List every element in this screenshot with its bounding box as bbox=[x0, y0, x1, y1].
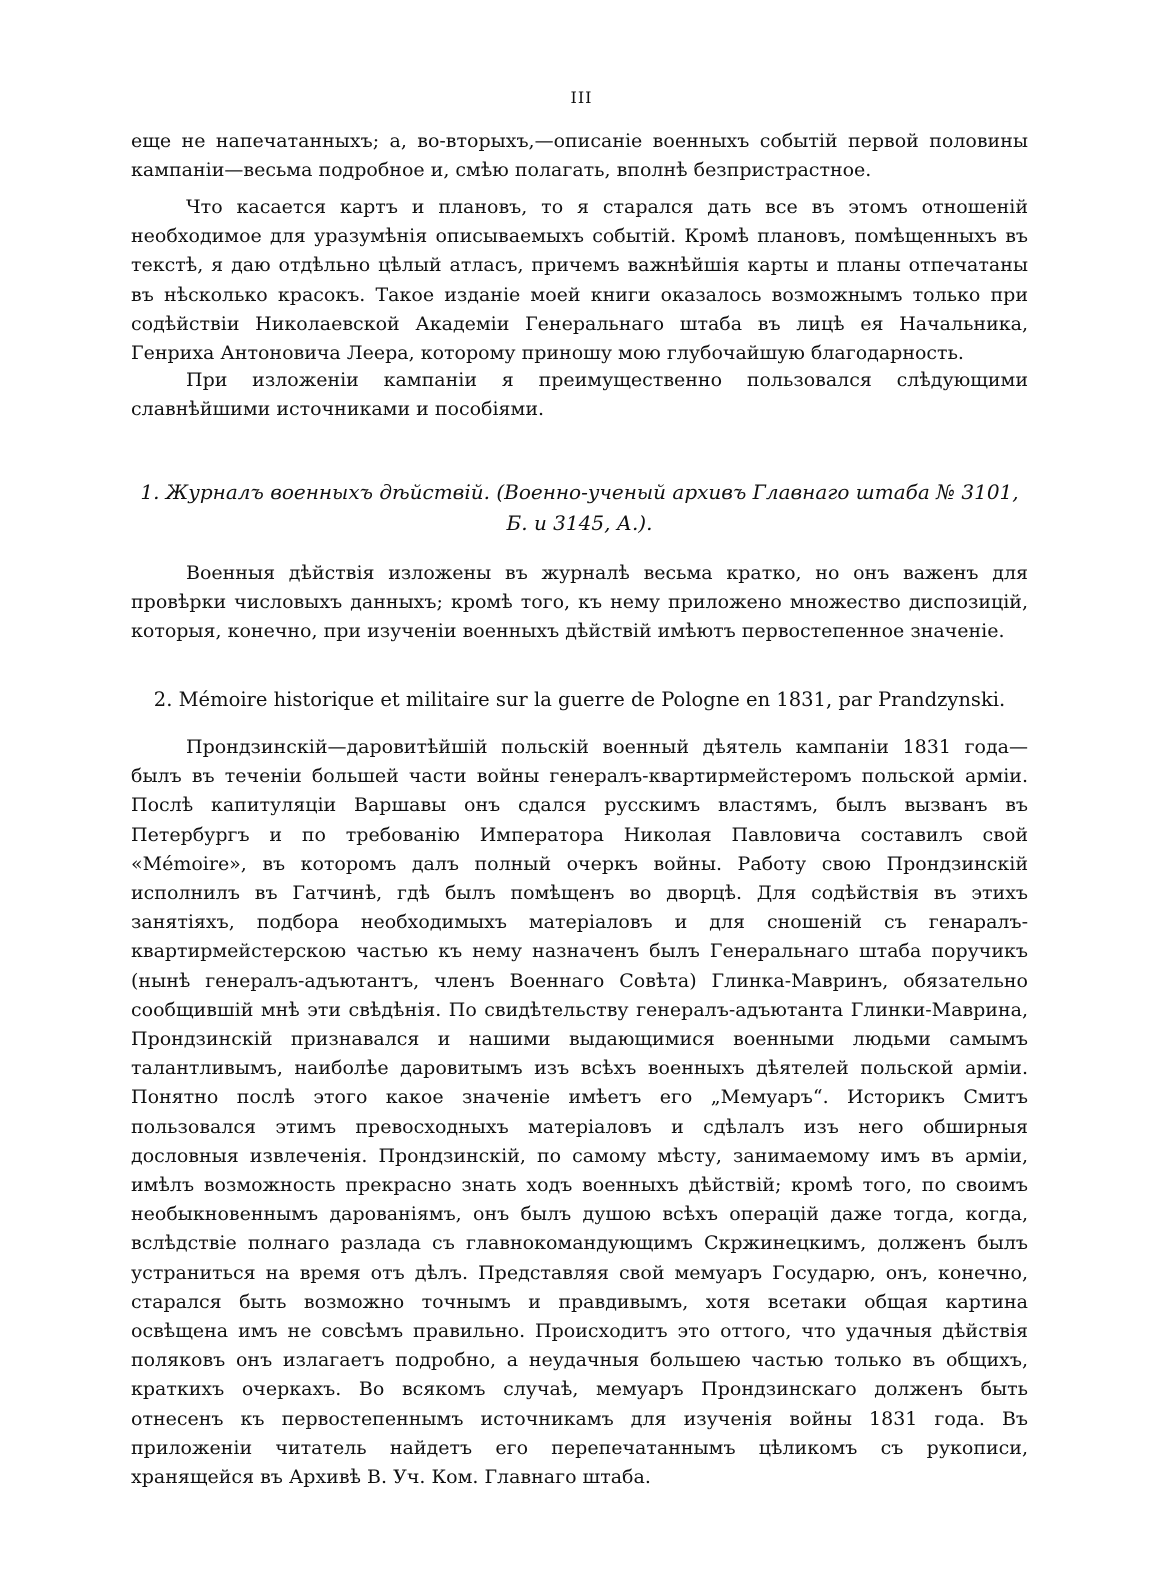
page-number: III bbox=[570, 88, 593, 107]
source-1-description: Военныя дѣйствія изложены въ журналѣ весьма кратко, но онъ важенъ для провѣрки числовыхъ данныхъ; кромѣ того, къ нему приложено множество диспозицій, которыя, конечно, при изученіи военныхъ дѣйствій имѣютъ первостепенное значеніе. bbox=[131, 562, 1028, 643]
source-1-title-line-1: 1. Журналъ военныхъ дѣйствій. (Военно-ученый архивъ Главнаго штаба № 3101, bbox=[140, 480, 1019, 504]
source-2-description: Прондзинскій—даровитѣйшій польскій военный дѣятель кампаніи 1831 года—былъ въ теченіи большей части войны генералъ-квартирмейстеромъ польской арміи. Послѣ капитуляціи Варшавы онъ сдался русскимъ властямъ, былъ вызванъ въ Петербургъ и по требованію Императора Николая Павловича составилъ свой «Mémoire», въ которомъ далъ полный очеркъ войны. Работу свою Прондзинскій исполнилъ въ Гатчинѣ, гдѣ былъ помѣщенъ во дворцѣ. Для содѣйствія въ этихъ занятіяхъ, подбора необходимыхъ матеріаловъ и для сношеній съ генаралъ-квартирмейстерскою частью къ нему назначенъ былъ Генеральнаго штаба поручикъ (нынѣ генералъ-адъютантъ, членъ Военнаго Совѣта) Глинка-Мавринъ, обязательно сообщившій мнѣ эти свѣдѣнія. По свидѣтельству генералъ-адъютанта Глинки-Маврина, Прондзинскій признавался и нашими выдающимися военными людьми самымъ талантливымъ, наиболѣе даровитымъ изъ всѣхъ военныхъ дѣятелей польской арміи. Понятно послѣ этого какое значеніе имѣетъ его „Мемуаръ“. Историкъ Смитъ пользовался этимъ превосходныхъ матеріаловъ и сдѣлалъ изъ него обширныя дословныя извлеченія. Прондзинскій, по самому мѣсту, занимаемому имъ въ арміи, имѣлъ возможность прекрасно знать ходъ военныхъ дѣйствій; кромѣ того, по своимъ необыкновеннымъ дарованіямъ, онъ былъ душою всѣхъ операцій даже тогда, когда, вслѣдствіе полнаго разлада съ главнокомандующимъ Скржинецкимъ, долженъ былъ устраниться на время отъ дѣлъ. Представляя свой мемуаръ Государю, онъ, конечно, старался быть возможно точнымъ и правдивымъ, хотя всетаки общая картина освѣщена имъ не совсѣмъ правильно. Происходитъ это оттого, что удачныя дѣйствія поляковъ онъ излагаетъ подробно, а неудачныя большею частью только въ общихъ, краткихъ очеркахъ. Во всякомъ случаѣ, мемуаръ Прондзинскаго долженъ быть отнесенъ къ первостепеннымъ источникамъ для изученія войны 1831 года. Въ приложеніи читатель найдетъ его перепечатаннымъ цѣликомъ съ рукописи, хранящейся въ Архивѣ В. Уч. Ком. Главнаго штаба. bbox=[131, 736, 1028, 1489]
paragraph-continuation: еще не напечатанныхъ; а, во-вторыхъ,—описаніе военныхъ событій первой половины кампаніи—весьма подробное и, смѣю полагать, вполнѣ безпристрастное. bbox=[131, 130, 1028, 182]
paragraph-sources-intro: При изложеніи кампаніи я преимущественно пользовался слѣдующими славнѣйшими источниками и пособіями. bbox=[131, 369, 1028, 421]
source-1-title-line-2: Б. и 3145, А.). bbox=[506, 511, 653, 535]
paragraph-maps: Что касается картъ и плановъ, то я старался дать все въ этомъ отношеній необходимое для уразумѣнія описываемыхъ событій. Кромѣ плановъ, помѣщенныхъ въ текстѣ, я даю отдѣльно цѣлый атласъ, причемъ важнѣйшія карты и планы отпечатаны въ нѣсколько красокъ. Такое изданіе моей книги оказалось возможнымъ только при содѣйствіи Николаевской Академіи Генеральнаго штаба въ лицѣ ея Начальника, Генриха Антоновича Леера, которому приношу мою глубочайшую благодарность. bbox=[131, 196, 1028, 365]
source-2-title: 2. Mémoire historique et militaire sur la guerre de Pologne en 1831, par Prandzynski. bbox=[153, 688, 1006, 711]
